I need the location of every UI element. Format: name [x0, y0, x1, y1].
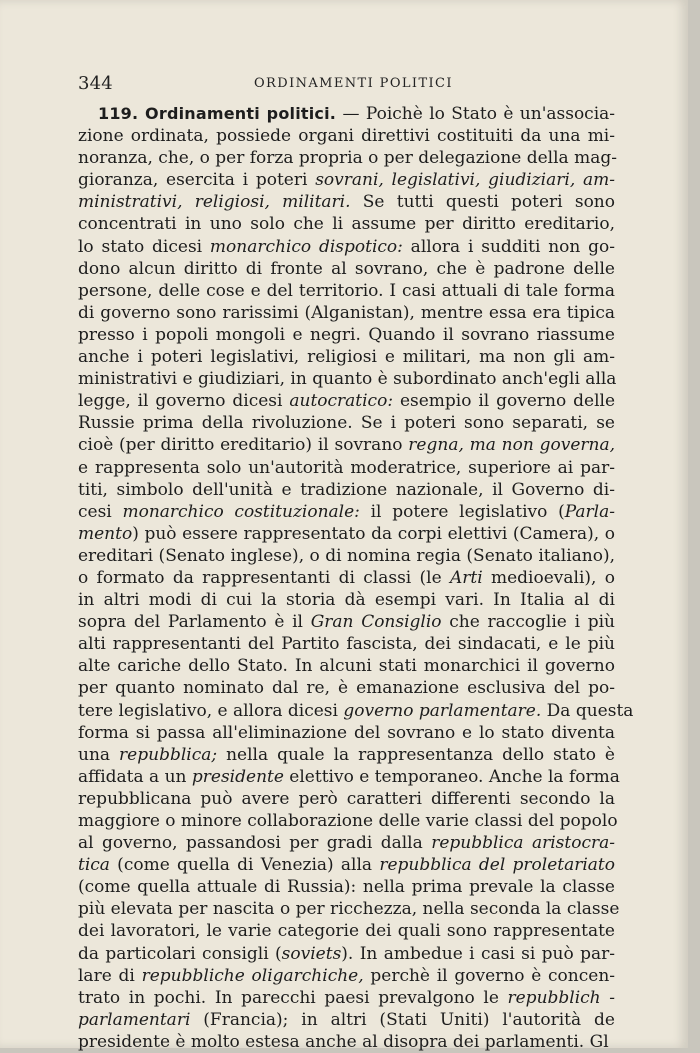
text-line	[78, 744, 615, 766]
text-line	[78, 125, 615, 147]
text-segment: anche i poteri legislativi, religiosi e militari, ma non gli am-	[78, 347, 615, 368]
text-line	[78, 898, 620, 920]
text-line	[78, 567, 615, 589]
text-line	[78, 213, 615, 235]
italic-term: Arti	[450, 567, 483, 588]
section-heading: Ordinamenti politici.	[145, 104, 337, 123]
text-segment: repubblicana può avere però caratteri differenti secondo la	[78, 788, 615, 809]
italic-term: Gran Consiglio	[310, 612, 442, 633]
text-segment: zione ordinata, possiede organi direttivi costituiti da una mi-	[78, 126, 615, 147]
text-segment: o formato da rappresentanti di classi (le	[78, 567, 450, 588]
italic-term: autocratico:	[289, 391, 394, 412]
text-segment: ) può essere rappresentato da corpi elettivi (Camera), o	[132, 523, 615, 544]
text-segment: (Francia); in altri (Stati Uniti) l'autorità de	[190, 1009, 615, 1030]
text-segment: Russie prima della rivoluzione. Se i poteri sono separati, se	[78, 413, 615, 434]
italic-term: governo parlamentare.	[343, 700, 542, 721]
text-segment: gioranza, esercita i poteri	[78, 170, 316, 191]
text-segment: per quanto nominato dal re, è emanazione esclusiva del po-	[78, 678, 615, 699]
text-segment: più elevata per nascita o per ricchezza, nella seconda la classe	[78, 899, 620, 920]
italic-term: repubbliche oligarchiche,	[141, 965, 364, 986]
text-segment: titi, simbolo dell'unità e tradizione nazionale, il Governo di-	[78, 479, 615, 500]
text-segment: presidente è molto estesa anche al disopra dei parlamenti. Gl	[78, 1031, 609, 1052]
italic-term: tica	[78, 855, 110, 876]
text-line	[78, 700, 634, 722]
text-line	[78, 324, 615, 346]
text-segment: cesi	[78, 501, 123, 522]
text-segment: una	[78, 744, 120, 765]
text-line	[78, 368, 615, 390]
italic-term: parlamentari	[78, 1009, 191, 1030]
text-line	[78, 412, 615, 434]
text-line	[78, 655, 615, 677]
text-segment: esempio il governo delle	[393, 391, 616, 412]
text-line	[78, 1031, 615, 1053]
text-line	[78, 258, 615, 280]
italic-term: repubblica del proletariato	[379, 855, 615, 876]
text-line	[78, 920, 615, 942]
text-line	[78, 611, 615, 633]
italic-term: repubblica aristocra-	[431, 833, 615, 854]
text-segment: lare di	[78, 965, 142, 986]
text-segment: lo stato dicesi	[78, 236, 210, 257]
text-segment: sopra del Parlamento è il	[78, 612, 311, 633]
text-line	[78, 545, 615, 567]
italic-term: presidente	[191, 766, 284, 787]
text-segment: forma si passa all'eliminazione del sovrano e lo stato diventa	[78, 722, 615, 743]
italic-term: soviets	[281, 943, 342, 964]
text-segment: medioevali), o	[482, 567, 615, 588]
text-line	[78, 1009, 615, 1031]
text-line	[78, 390, 615, 412]
text-line	[78, 722, 615, 744]
text-line	[78, 501, 615, 523]
italic-term: ministrativi, religiosi, militari.	[78, 192, 351, 213]
text-segment: noranza, che, o per forza propria o per delegazione della mag-	[78, 148, 617, 169]
text-line	[78, 236, 615, 258]
text-segment: in altri modi di cui la storia dà esempi vari. In Italia al di	[78, 590, 615, 611]
italic-term: sovrani, legislativi, giudiziari, am-	[315, 170, 615, 191]
page-header	[78, 73, 615, 95]
text-segment: allora i sudditi non go-	[402, 236, 615, 257]
text-line	[78, 810, 618, 832]
text-line	[78, 103, 615, 125]
text-segment: affidata a un	[78, 766, 192, 787]
text-segment: il potere legislativo (	[359, 501, 565, 522]
text-line	[78, 434, 615, 456]
text-line	[78, 987, 615, 1009]
text-segment: persone, delle cose e del territorio. I casi attuali di tale forma	[78, 280, 615, 301]
section-text	[78, 103, 634, 1053]
text-segment: cioè (per diritto ereditario) il sovrano	[78, 435, 409, 456]
text-line	[78, 677, 615, 699]
text-segment: dono alcun diritto di fronte al sovrano, che è padrone delle	[78, 258, 615, 279]
italic-term: mento	[78, 523, 133, 544]
text-segment: tere legislativo, e allora dicesi	[78, 700, 344, 721]
text-line	[78, 633, 615, 655]
text-line	[78, 854, 615, 876]
text-segment: Se tutti questi poteri sono	[350, 192, 615, 213]
text-line	[78, 280, 615, 302]
text-line	[78, 788, 615, 810]
text-segment: al governo, passandosi per gradi dalla	[78, 833, 432, 854]
text-line	[78, 876, 615, 898]
text-segment: (come quella attuale di Russia): nella prima prevale la classe	[78, 877, 615, 898]
text-segment: concentrati in uno solo che li assume per diritto ereditario,	[78, 214, 615, 235]
italic-term: repubblica;	[119, 744, 218, 765]
text-segment: maggiore o minore collaborazione delle varie classi del popolo	[78, 811, 618, 831]
text-line	[78, 589, 615, 611]
text-segment: presso i popoli mongoli e negri. Quando il sovrano riassume	[78, 324, 615, 345]
text-segment: (come quella di Venezia) alla	[109, 855, 380, 876]
text-segment: nella quale la rappresentanza dello stato è	[217, 744, 615, 765]
text-line	[78, 147, 615, 169]
text-segment: alte cariche dello Stato. In alcuni stati monarchici il governo	[78, 656, 615, 677]
text-segment: ). In ambedue i casi si può par-	[341, 943, 615, 964]
text-segment: da particolari consigli (	[78, 943, 282, 964]
text-segment: che raccoglie i più	[441, 612, 615, 633]
text-segment: e rappresenta solo un'autorità moderatrice, superiore ai par-	[78, 457, 615, 478]
text-line	[78, 169, 615, 191]
page-number: 344	[78, 73, 113, 94]
text-segment: ereditari (Senato inglese), o di nomina regia (Senato italiano),	[78, 545, 615, 566]
text-line	[78, 965, 615, 987]
text-line	[78, 832, 615, 854]
italic-term: monarchico costituzionale:	[122, 501, 360, 522]
text-segment: di governo sono rarissimi (Alganistan), mentre essa era tipica	[78, 302, 615, 323]
text-segment: alti rappresentanti del Partito fascista, dei sindacati, e le più	[78, 634, 615, 655]
section-heading: 119.	[98, 104, 146, 123]
text-segment: Da questa	[541, 700, 634, 721]
text-line	[78, 191, 615, 213]
text-segment: ministrativi e giudiziari, in quanto è subordinato anch'egli alla	[78, 369, 617, 390]
text-line	[78, 479, 615, 501]
text-line	[78, 943, 615, 965]
text-segment: dei lavoratori, le varie categorie dei quali sono rappresentate	[78, 921, 615, 942]
text-segment: — Poichè lo Stato è un'associa-	[336, 104, 616, 124]
text-segment: elettivo e temporaneo. Anche la forma	[283, 766, 620, 787]
italic-term: repubblich -	[507, 987, 615, 1008]
italic-term: Parla-	[564, 501, 615, 522]
running-head: ORDINAMENTI POLITICI	[254, 76, 453, 91]
text-line	[78, 302, 615, 324]
text-line	[78, 766, 620, 788]
text-segment: legge, il governo dicesi	[78, 391, 290, 412]
text-segment: perchè il governo è concen-	[363, 965, 616, 986]
text-segment: trato in pochi. In parecchi paesi prevalgono le	[78, 987, 508, 1008]
text-line	[78, 457, 615, 479]
text-line	[78, 346, 615, 368]
text-line	[78, 523, 615, 545]
italic-term: regna, ma non governa,	[408, 435, 615, 456]
italic-term: monarchico dispotico:	[209, 236, 403, 257]
